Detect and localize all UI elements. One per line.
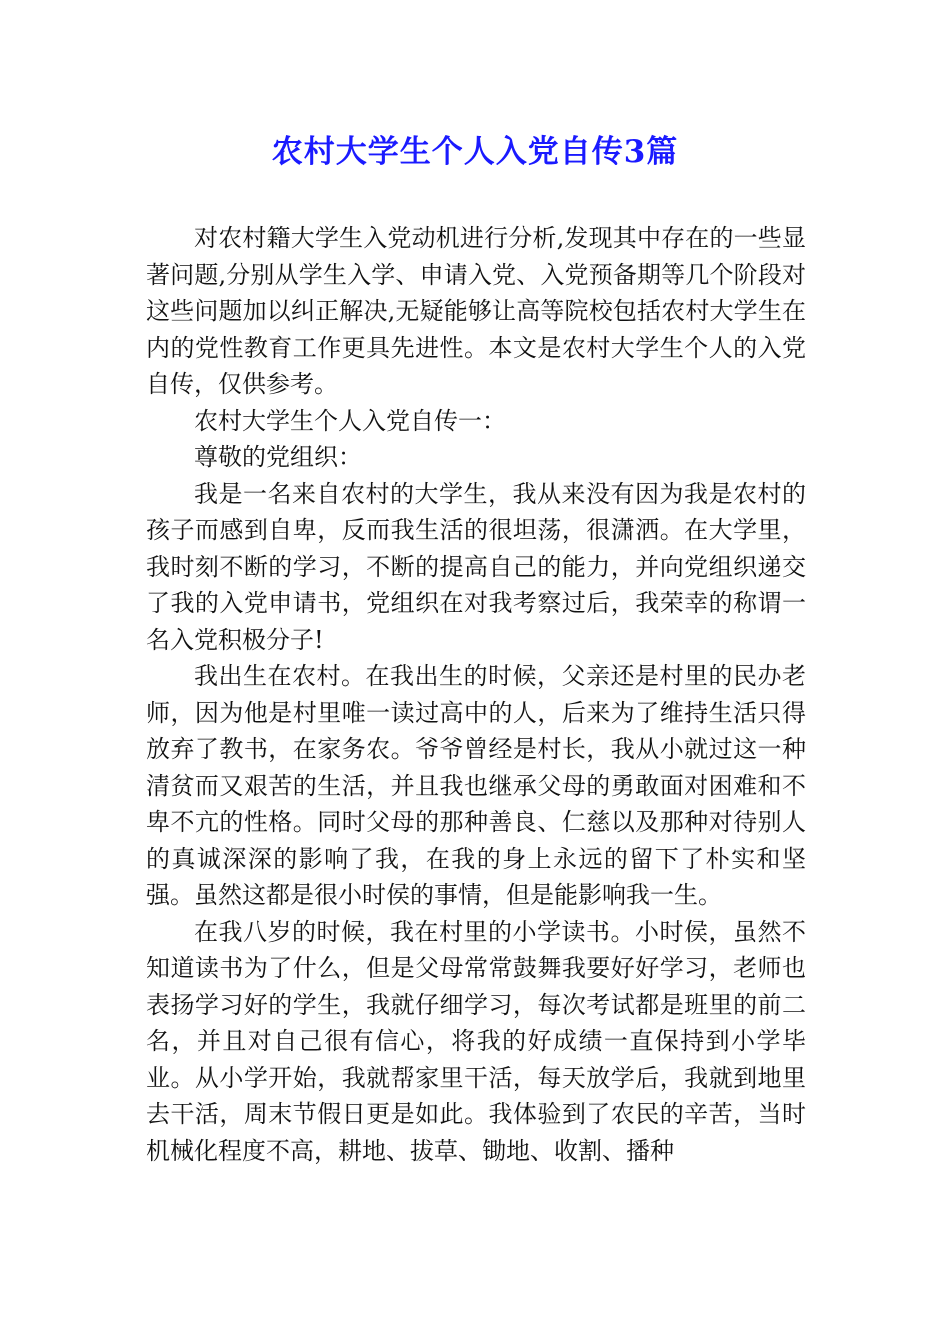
paragraph-intro: 对农村籍大学生入党动机进行分析,发现其中存在的一些显著问题,分别从学生入学、申请入党、入党预备期等几个阶段对这些问题加以纠正解决,无疑能够让高等院校包括农村大学生在内的党性教育工作更具先进性。本文是农村大学生个人的入党自传，仅供参考。 [146, 224, 806, 398]
paragraph-body: 在我八岁的时候，我在村里的小学读书。小时侯，虽然不知道读书为了什么，但是父母常常鼓舞我要好好学习，老师也表扬学习好的学生，我就仔细学习，每次考试都是班里的前二名，并且对自己很有信心，将我的好成绩一直保持到小学毕业。从小学开始，我就帮家里干活，每天放学后，我就到地里去干活，周末节假日更是如此。我体验到了农民的辛苦，当时机械化程度不高，耕地、拔草、锄地、收割、播种 [146, 917, 806, 1165]
document-title: 农村大学生个人入党自传3篇 [271, 134, 679, 170]
document-body [146, 220, 806, 1169]
paragraph-section-heading: 农村大学生个人入党自传一： [194, 406, 506, 435]
paragraph-salutation: 尊敬的党组织： [194, 443, 362, 471]
paragraph-body: 我出生在农村。在我出生的时候，父亲还是村里的民办老师，因为他是村里唯一读过高中的人，后来为了维持生活只得放弃了教书，在家务农。爷爷曾经是村长，我从小就过这一种清贫而又艰苦的生活，并且我也继承父母的勇敢面对困难和不卑不亢的性格。同时父母的那种善良、仁慈以及那种对待别人的真诚深深的影响了我，在我的身上永远的留下了朴实和坚强。虽然这都是很小时侯的事情，但是能影响我一生。 [146, 662, 806, 909]
paragraph-body: 我是一名来自农村的大学生，我从来没有因为我是农村的孩子而感到自卑，反而我生活的很坦荡，很潇洒。在大学里，我时刻不断的学习，不断的提高自己的能力，并向党组织递交了我的入党申请书，党组织在对我考察过后，我荣幸的称谓一名入党积极分子! [146, 479, 806, 654]
